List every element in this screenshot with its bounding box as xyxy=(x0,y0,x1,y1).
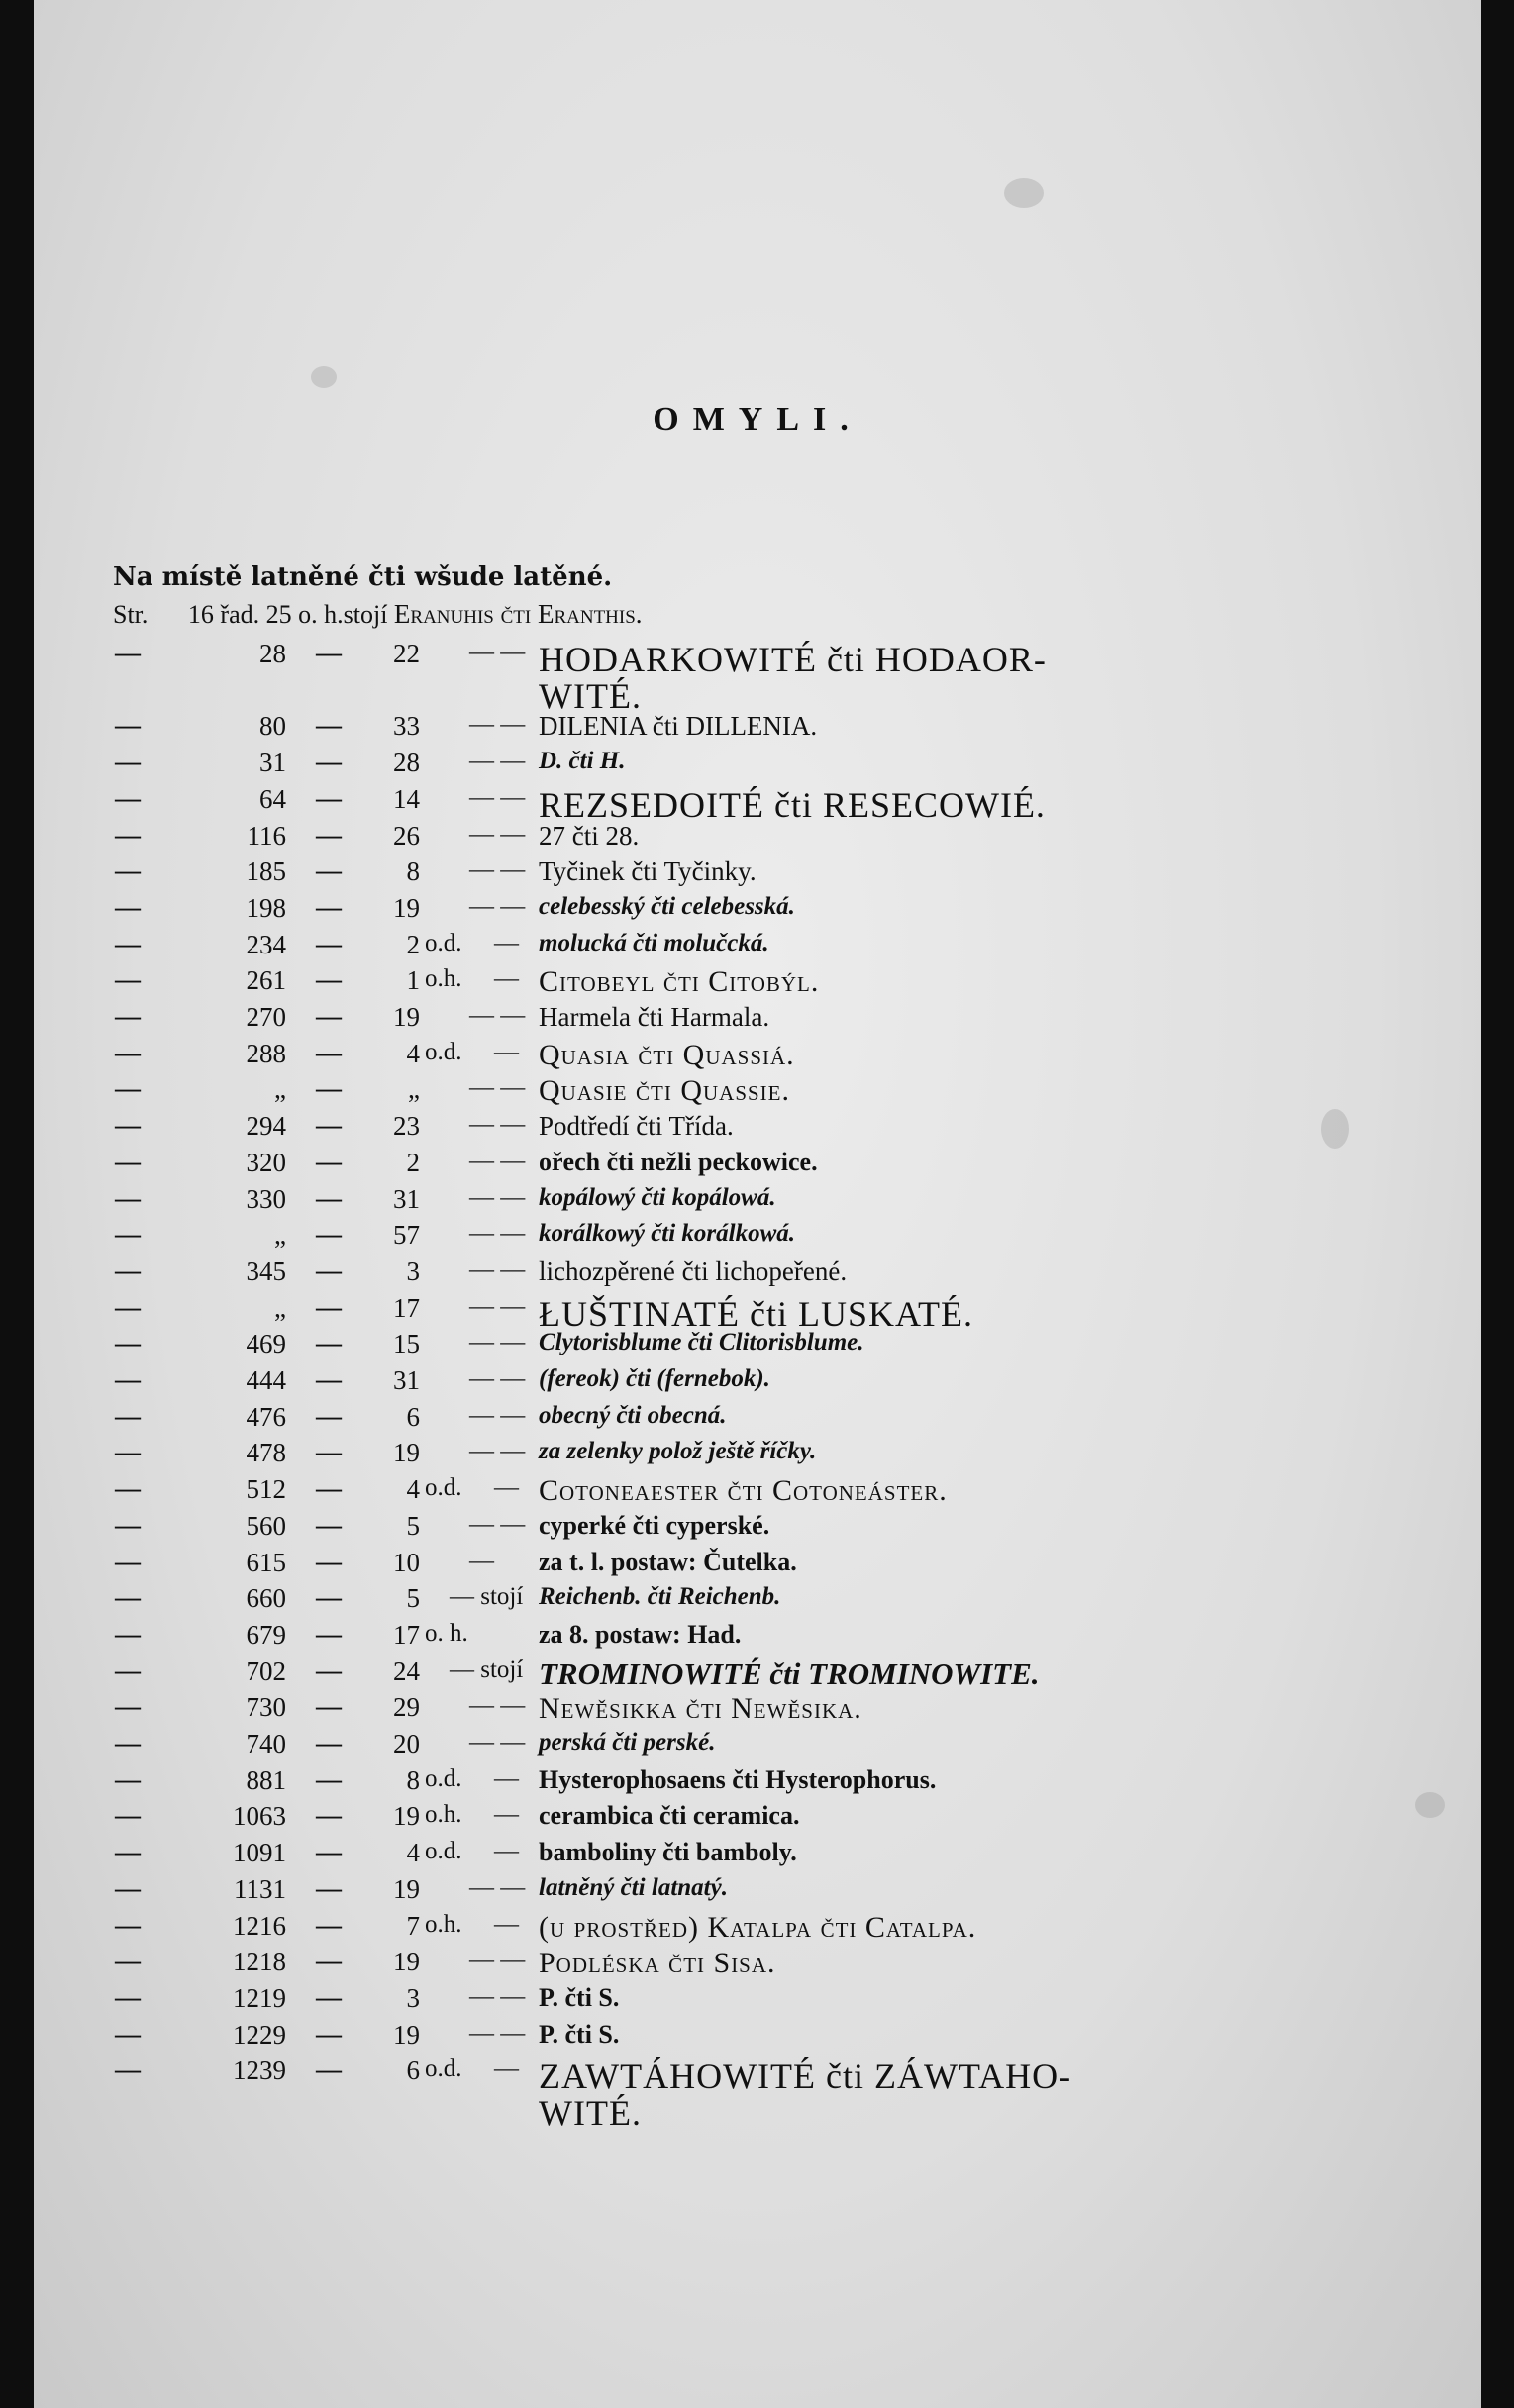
errata-row xyxy=(34,1438,1481,1473)
correction-text: Reichenb. čti Reichenb. xyxy=(539,1583,781,1611)
errata-row xyxy=(34,856,1481,892)
row-dash: — xyxy=(115,1656,141,1685)
row-dash: — xyxy=(115,1111,141,1141)
row-dash: — xyxy=(115,1292,141,1322)
separator: — — xyxy=(469,1947,526,1974)
row-dash: — xyxy=(115,1692,141,1722)
row-dash: — xyxy=(115,1619,141,1649)
first-line-no: 25 xyxy=(265,600,292,629)
row-dash-2: — xyxy=(316,1764,342,1794)
row-dash: — xyxy=(115,1038,141,1067)
page-number: 185 xyxy=(246,856,286,887)
row-dash-2: — xyxy=(316,1510,342,1540)
position-abbrev: o.d. xyxy=(425,929,462,956)
page-number: 261 xyxy=(246,965,286,996)
page-number: 512 xyxy=(246,1474,286,1505)
page-number: 80 xyxy=(259,711,286,742)
row-dash-2: — xyxy=(316,1401,342,1431)
first-page: 16 xyxy=(187,600,214,629)
line-number: 4 xyxy=(406,1038,420,1068)
row-dash-2: — xyxy=(316,2019,342,2049)
row-dash: — xyxy=(115,1947,141,1976)
separator: — xyxy=(494,1764,519,1792)
separator: — xyxy=(494,965,519,993)
separator: — stojí xyxy=(450,1656,524,1683)
line-number: 19 xyxy=(393,1801,420,1832)
errata-row xyxy=(34,1947,1481,1982)
row-dash-2: — xyxy=(316,711,342,741)
page-number: 1063 xyxy=(233,1801,286,1832)
row-dash: — xyxy=(115,783,141,813)
page-number: 1229 xyxy=(233,2019,286,2050)
correction-text: obecný čti obecná. xyxy=(539,1401,727,1429)
row-dash: — xyxy=(115,892,141,922)
row-dash-2: — xyxy=(316,929,342,958)
errata-row xyxy=(34,675,1481,716)
line-number: 19 xyxy=(393,1873,420,1904)
page-number: 1216 xyxy=(233,1910,286,1941)
errata-row xyxy=(34,1148,1481,1183)
correction-text: za zelenky polož ještě říčky. xyxy=(539,1438,817,1465)
row-dash: — xyxy=(115,1510,141,1540)
separator: — — xyxy=(469,820,526,848)
row-dash: — xyxy=(115,965,141,995)
errata-row xyxy=(34,1220,1481,1255)
correction-text: ŁUŠTINATÉ čti LUSKATÉ. xyxy=(539,1293,973,1334)
page-number: 679 xyxy=(246,1619,286,1650)
row-dash-2: — xyxy=(316,892,342,922)
line-number: 23 xyxy=(393,1111,420,1142)
line-number: 8 xyxy=(406,1764,420,1795)
position-abbrev: o.d. xyxy=(425,1764,462,1792)
line-number: 19 xyxy=(393,892,420,923)
errata-row xyxy=(34,1583,1481,1619)
correction-text: cerambica čti ceramica. xyxy=(539,1801,800,1831)
errata-row xyxy=(34,1074,1481,1110)
separator: — — xyxy=(469,1729,526,1756)
errata-row xyxy=(34,1620,1481,1656)
separator: — xyxy=(494,929,519,956)
page-title: OMYLI. xyxy=(653,401,862,438)
line-number: 2 xyxy=(406,929,420,959)
errata-row xyxy=(34,2056,1481,2097)
row-dash-2: — xyxy=(316,1183,342,1213)
line-number: 31 xyxy=(393,1365,420,1395)
row-dash: — xyxy=(115,1074,141,1104)
correction-text: Podtředí čti Třída. xyxy=(539,1111,734,1142)
line-number: 4 xyxy=(406,1838,420,1868)
errata-row xyxy=(34,639,1481,679)
errata-row xyxy=(34,1184,1481,1220)
correction-text: WITÉ. xyxy=(539,2093,642,2133)
correction-text: ZAWTÁHOWITÉ čti ZÁWTAHO- xyxy=(539,2057,1072,2097)
errata-row xyxy=(34,893,1481,929)
row-dash: — xyxy=(115,1474,141,1504)
separator: — — xyxy=(469,1329,526,1356)
correction-text: Podléska čti Sisa. xyxy=(539,1947,776,1980)
line-number: 14 xyxy=(393,783,420,814)
separator: — — xyxy=(469,1074,526,1102)
row-dash-2: — xyxy=(316,1074,342,1104)
separator: — — xyxy=(469,1292,526,1320)
page-number: 31 xyxy=(259,748,286,778)
separator: — — xyxy=(469,1692,526,1720)
page-number: 116 xyxy=(247,820,286,851)
page-number: 476 xyxy=(246,1401,286,1432)
line-number: 6 xyxy=(406,2056,420,2086)
correction-text: Clytorisblume čti Clitorisblume. xyxy=(539,1329,864,1356)
page-number: 345 xyxy=(246,1255,286,1286)
row-dash-2: — xyxy=(316,1656,342,1685)
row-dash: — xyxy=(115,2056,141,2085)
row-dash-2: — xyxy=(316,1474,342,1504)
first-pos: o. h. xyxy=(298,600,344,629)
position-abbrev: o.h. xyxy=(425,1801,462,1829)
page-number: 740 xyxy=(246,1729,286,1758)
page-number: 730 xyxy=(246,1692,286,1723)
correction-text: Tyčinek čti Tyčinky. xyxy=(539,856,757,887)
errata-row xyxy=(34,711,1481,747)
row-dash: — xyxy=(115,1764,141,1794)
row-dash-2: — xyxy=(316,820,342,850)
separator: — — xyxy=(469,1111,526,1139)
page-number: 294 xyxy=(246,1111,286,1142)
line-number: „ xyxy=(408,1074,420,1105)
row-dash: — xyxy=(115,748,141,777)
page-number: 1131 xyxy=(234,1873,286,1904)
row-dash: — xyxy=(115,1583,141,1613)
errata-row xyxy=(34,1111,1481,1147)
errata-row xyxy=(34,1256,1481,1292)
position-abbrev: o.d. xyxy=(425,1474,462,1502)
row-dash-2: — xyxy=(316,965,342,995)
line-number: 24 xyxy=(393,1656,420,1686)
correction-text: za 8. postaw: Had. xyxy=(539,1619,742,1649)
separator: — — xyxy=(469,1147,526,1174)
row-dash-2: — xyxy=(316,1729,342,1757)
page-number: 702 xyxy=(246,1656,286,1686)
page-number: 234 xyxy=(246,929,286,959)
row-dash: — xyxy=(115,1183,141,1213)
errata-row xyxy=(34,2092,1481,2133)
line-number: 8 xyxy=(406,856,420,887)
correction-text: (fereok) čti (fernebok). xyxy=(539,1365,770,1392)
errata-row xyxy=(34,1838,1481,1873)
row-dash: — xyxy=(115,856,141,886)
row-dash-2: — xyxy=(316,1910,342,1940)
correction-text: REZSEDOITÉ čti RESECOWIÉ. xyxy=(539,784,1046,825)
row-dash-2: — xyxy=(316,1002,342,1031)
line-number: 22 xyxy=(393,639,420,668)
correction-text: D. čti H. xyxy=(539,748,626,775)
errata-row xyxy=(34,1874,1481,1910)
separator: — — xyxy=(469,748,526,775)
row-dash: — xyxy=(115,1729,141,1757)
correction-text: 27 čti 28. xyxy=(539,820,640,851)
line-number: 17 xyxy=(393,1619,420,1650)
correction-text: Hysterophosaens čti Hysterophorus. xyxy=(539,1764,937,1794)
rad-label: řad. xyxy=(220,600,260,629)
row-dash-2: — xyxy=(316,1255,342,1285)
line-number: 15 xyxy=(393,1329,420,1359)
page-number: 660 xyxy=(246,1583,286,1614)
separator: — xyxy=(494,1474,519,1502)
correction-text: za t. l. postaw: Čutelka. xyxy=(539,1547,797,1576)
page-number: 1239 xyxy=(233,2056,286,2086)
errata-row xyxy=(34,1692,1481,1728)
errata-row xyxy=(34,1474,1481,1510)
stain xyxy=(311,366,337,388)
separator: — stojí xyxy=(450,1583,524,1611)
correction-text: Citobeyl čti Citobýl. xyxy=(539,965,820,999)
errata-row xyxy=(34,1983,1481,2019)
separator: — xyxy=(494,1838,519,1865)
first-correction: Eranuhis čti Eranthis. xyxy=(393,599,643,629)
row-dash-2: — xyxy=(316,783,342,813)
row-dash: — xyxy=(115,1365,141,1394)
row-dash: — xyxy=(115,639,141,667)
errata-row xyxy=(34,1729,1481,1764)
position-abbrev: o.h. xyxy=(425,965,462,993)
separator: — — xyxy=(469,1183,526,1211)
correction-text: cyperké čti cyperské. xyxy=(539,1510,770,1540)
separator: — — xyxy=(469,892,526,920)
position-abbrev: o.d. xyxy=(425,1838,462,1865)
correction-text: perská čti perské. xyxy=(539,1729,716,1756)
line-number: 2 xyxy=(406,1147,420,1177)
row-dash: — xyxy=(115,2019,141,2049)
separator: — — xyxy=(469,639,526,665)
correction-text: Quasia čti Quassiá. xyxy=(539,1038,795,1071)
errata-row xyxy=(34,1365,1481,1401)
line-number: 4 xyxy=(406,1474,420,1505)
page-number: 198 xyxy=(246,892,286,923)
str-label: Str. xyxy=(113,600,149,629)
scanned-page xyxy=(34,0,1481,2408)
row-dash: — xyxy=(115,1401,141,1431)
page-number: 478 xyxy=(246,1438,286,1468)
page-number: 270 xyxy=(246,1002,286,1032)
row-dash-2: — xyxy=(316,1583,342,1613)
separator: — xyxy=(494,1038,519,1065)
row-dash-2: — xyxy=(316,748,342,777)
row-dash-2: — xyxy=(316,1619,342,1649)
page-number: 444 xyxy=(246,1365,286,1395)
correction-text: Cotoneaester čti Cotoneáster. xyxy=(539,1474,948,1508)
line-number: 57 xyxy=(393,1220,420,1251)
row-dash-2: — xyxy=(316,1111,342,1141)
page-number: 288 xyxy=(246,1038,286,1068)
row-dash: — xyxy=(115,929,141,958)
correction-text: Newěsikka čti Newěsika. xyxy=(539,1692,862,1726)
page-number: 1219 xyxy=(233,1982,286,2013)
line-number: 28 xyxy=(393,748,420,778)
errata-row xyxy=(34,965,1481,1001)
row-dash: — xyxy=(115,1255,141,1285)
errata-row xyxy=(34,1656,1481,1692)
errata-row xyxy=(34,1548,1481,1583)
row-dash-2: — xyxy=(316,2056,342,2085)
correction-text: Quasie čti Quassie. xyxy=(539,1074,790,1108)
errata-row xyxy=(34,930,1481,965)
separator: — — xyxy=(469,1438,526,1465)
row-dash: — xyxy=(115,711,141,741)
row-dash: — xyxy=(115,1002,141,1031)
first-entry-line xyxy=(113,599,643,630)
correction-text: korálkowý čti korálkowá. xyxy=(539,1220,796,1248)
page-number: „ xyxy=(274,1074,286,1105)
position-abbrev: o.d. xyxy=(425,2056,462,2083)
correction-text: ořech čti nežli peckowice. xyxy=(539,1147,818,1176)
correction-text: TROMINOWITÉ čti TROMINOWITE. xyxy=(539,1656,1040,1691)
line-number: 17 xyxy=(393,1292,420,1323)
row-dash-2: — xyxy=(316,1220,342,1250)
intro-line: Na místě latněné čti wšude latěné. xyxy=(113,562,613,592)
separator: — — xyxy=(469,1365,526,1392)
stoji-label: stojí xyxy=(343,600,388,629)
row-dash-2: — xyxy=(316,1292,342,1322)
row-dash-2: — xyxy=(316,1438,342,1467)
separator: — — xyxy=(469,1220,526,1248)
line-number: 20 xyxy=(393,1729,420,1758)
page-number: 64 xyxy=(259,783,286,814)
page-number: 469 xyxy=(246,1329,286,1359)
page-number: 881 xyxy=(246,1764,286,1795)
errata-row xyxy=(34,2020,1481,2056)
row-dash-2: — xyxy=(316,1329,342,1358)
row-dash-2: — xyxy=(316,1147,342,1176)
line-number: 19 xyxy=(393,2019,420,2050)
row-dash: — xyxy=(115,1147,141,1176)
line-number: 29 xyxy=(393,1692,420,1723)
row-dash-2: — xyxy=(316,1547,342,1576)
errata-row xyxy=(34,748,1481,783)
line-number: 19 xyxy=(393,1002,420,1032)
row-dash-2: — xyxy=(316,1838,342,1867)
line-number: 19 xyxy=(393,1947,420,1977)
separator: — — xyxy=(469,1401,526,1429)
errata-row xyxy=(34,1765,1481,1801)
row-dash-2: — xyxy=(316,1365,342,1394)
errata-row xyxy=(34,1039,1481,1074)
line-number: 19 xyxy=(393,1438,420,1468)
row-dash-2: — xyxy=(316,1038,342,1067)
line-number: 5 xyxy=(406,1583,420,1614)
errata-row xyxy=(34,1511,1481,1547)
errata-row xyxy=(34,821,1481,856)
row-dash-2: — xyxy=(316,1801,342,1831)
page-number: „ xyxy=(274,1292,286,1323)
correction-text: bamboliny čti bamboly. xyxy=(539,1838,797,1867)
stain xyxy=(1004,178,1044,208)
separator: — — xyxy=(469,1873,526,1901)
separator: — xyxy=(494,1910,519,1938)
errata-row xyxy=(34,1002,1481,1038)
line-number: 33 xyxy=(393,711,420,742)
correction-text: (u prostřed) Katalpa čti Catalpa. xyxy=(539,1910,977,1944)
row-dash: — xyxy=(115,1982,141,2012)
correction-text: DILENIA čti DILLENIA. xyxy=(539,711,818,742)
row-dash: — xyxy=(115,1838,141,1867)
correction-text: kopálowý čti kopálowá. xyxy=(539,1183,776,1211)
position-abbrev: o.h. xyxy=(425,1910,462,1938)
page-number: 330 xyxy=(246,1183,286,1214)
position-abbrev: o.d. xyxy=(425,1038,462,1065)
line-number: 10 xyxy=(393,1547,420,1577)
separator: — xyxy=(469,1547,494,1574)
row-dash-2: — xyxy=(316,639,342,667)
correction-text: Harmela čti Harmala. xyxy=(539,1002,770,1032)
errata-row xyxy=(34,1329,1481,1364)
errata-row xyxy=(34,1801,1481,1837)
page-number: 28 xyxy=(259,639,286,668)
correction-text: P. čti S. xyxy=(539,1982,620,2012)
page-number: 560 xyxy=(246,1510,286,1541)
errata-row xyxy=(34,1292,1481,1334)
row-dash: — xyxy=(115,1329,141,1358)
separator: — xyxy=(494,2056,519,2083)
separator: — — xyxy=(469,783,526,811)
separator: — — xyxy=(469,1510,526,1538)
line-number: 6 xyxy=(406,1401,420,1432)
page-number: 1091 xyxy=(233,1838,286,1868)
row-dash: — xyxy=(115,1220,141,1250)
separator: — — xyxy=(469,856,526,884)
position-abbrev: o. h. xyxy=(425,1619,468,1647)
separator: — xyxy=(494,1801,519,1829)
row-dash: — xyxy=(115,1547,141,1576)
page-number: 615 xyxy=(246,1547,286,1577)
correction-text: WITÉ. xyxy=(539,675,642,716)
line-number: 3 xyxy=(406,1255,420,1286)
line-number: 5 xyxy=(406,1510,420,1541)
page-number: „ xyxy=(274,1220,286,1251)
line-number: 1 xyxy=(406,965,420,996)
row-dash-2: — xyxy=(316,1947,342,1976)
row-dash: — xyxy=(115,1801,141,1831)
row-dash-2: — xyxy=(316,1873,342,1903)
errata-row xyxy=(34,1402,1481,1438)
row-dash: — xyxy=(115,1910,141,1940)
row-dash-2: — xyxy=(316,1982,342,2012)
correction-text: HODARKOWITÉ čti HODAOR- xyxy=(539,640,1047,679)
row-dash-2: — xyxy=(316,856,342,886)
separator: — — xyxy=(469,1255,526,1283)
separator: — — xyxy=(469,711,526,739)
correction-text: molucká čti molučcká. xyxy=(539,929,769,956)
line-number: 31 xyxy=(393,1183,420,1214)
page-number: 1218 xyxy=(233,1947,286,1977)
line-number: 26 xyxy=(393,820,420,851)
errata-row xyxy=(34,783,1481,825)
errata-row xyxy=(34,1911,1481,1947)
correction-text: latněný čti latnatý. xyxy=(539,1873,728,1901)
separator: — — xyxy=(469,2019,526,2047)
correction-text: celebesský čti celebesská. xyxy=(539,892,795,920)
correction-text: lichozpěrené čti lichopeřené. xyxy=(539,1255,848,1286)
row-dash-2: — xyxy=(316,1692,342,1722)
line-number: 7 xyxy=(406,1910,420,1941)
row-dash: — xyxy=(115,1438,141,1467)
row-dash: — xyxy=(115,820,141,850)
page-number: 320 xyxy=(246,1147,286,1177)
separator: — — xyxy=(469,1002,526,1029)
correction-text: P. čti S. xyxy=(539,2019,620,2049)
row-dash: — xyxy=(115,1873,141,1903)
separator: — — xyxy=(469,1982,526,2010)
line-number: 3 xyxy=(406,1982,420,2013)
